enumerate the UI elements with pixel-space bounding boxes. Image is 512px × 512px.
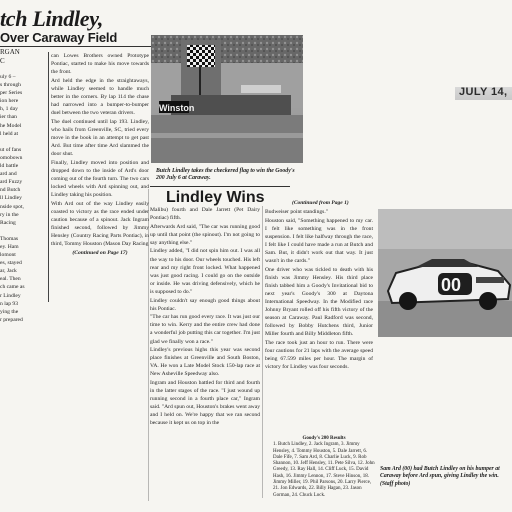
article-paragraph: Lindley's previous highs this year was second place finishes at Greenville and South Boston, VA. He won a Late Model Stock 150-lap race at New Asheville Speedway also. bbox=[150, 347, 260, 378]
article-paragraph: The race took just an hour to run. There were four cautions for 21 laps with the average speed being 67.599 miles per hour. The margin of victory for Lindley was four seconds. bbox=[265, 340, 373, 371]
lede-line: ll Lindley bbox=[0, 195, 22, 202]
photo-image bbox=[151, 35, 303, 163]
article-column-2 bbox=[150, 206, 260, 428]
photo-image bbox=[378, 209, 512, 337]
lede-line: omobown bbox=[0, 154, 23, 161]
lede-line bbox=[0, 227, 46, 235]
article-paragraph: Afterwards Ard said, "The car was running good up until that point (the spinout). I'm not going to say anything else." bbox=[150, 223, 260, 246]
section-rule bbox=[150, 186, 290, 187]
article-paragraph: Budweiser point standings." bbox=[265, 209, 329, 215]
car-number-text: 00 bbox=[441, 275, 462, 295]
winston-sign-text: Winston bbox=[159, 103, 195, 113]
lede-line: ch came as bbox=[0, 284, 25, 291]
lede-line: he Model bbox=[0, 122, 22, 129]
article-paragraph: Houston said, "Something happened to my car. I felt like something was in the front suspension. I felt like halfway through the race, I felt like I could have made a run at Butch and Sam. But, it didn't work out that way. It just wasn't in the cards." bbox=[265, 217, 373, 265]
lede-line: r prepared bbox=[0, 316, 23, 323]
lede-line: ar, Jack bbox=[0, 268, 17, 275]
lede-line: lomont bbox=[0, 252, 16, 259]
lede-line: ion here bbox=[0, 98, 19, 105]
lede-line bbox=[0, 138, 46, 146]
lede-line: ier than bbox=[0, 114, 17, 121]
photo-race-cars bbox=[378, 209, 512, 337]
lede-line: ry in the bbox=[0, 211, 19, 218]
continued-on-label: (Continued on Page 17) bbox=[72, 250, 128, 257]
section-title: Lindley Wins bbox=[166, 189, 265, 206]
lede-line: eal. Then bbox=[0, 276, 21, 283]
headline: tch Lindley, bbox=[0, 6, 104, 31]
race-results bbox=[273, 436, 375, 499]
photo-checkered-flag bbox=[151, 35, 303, 163]
article-column-1 bbox=[51, 52, 149, 258]
lede-line: ut of fans bbox=[0, 146, 22, 153]
lede-line: ey. Ham bbox=[0, 243, 19, 250]
lede-line: per Series bbox=[0, 90, 23, 97]
lede-line: Thomas bbox=[0, 235, 19, 242]
article-paragraph: The duel continued until lap 193. Lindley, who hails from Greenville, SC, tried every move in the book in an attempt to get past Ard. But time after time Ard slammed the door shut. bbox=[51, 118, 149, 158]
lede-line: s through bbox=[0, 82, 21, 89]
lede-line: h, 1 day bbox=[0, 106, 18, 113]
results-list: 1. Butch Lindley, 2. Jack Ingram, 3. Jimmy Hensley, 4. Tommy Houston, 5. Dale Jarrett, 6. Dale Fife, 7. Sam Ard, 8. Charlie Luck, 9. Rob Shannon, 10. Jeff Hensley, 11. Pete Silva, 12. John Greedy, 13. Ray Hall, 14. Cliff Luck, 15. David Hash, 16. Jimmy Lennon, 17. Steve Hinson, 18. Jimmy Miller, 19. Phil Parsons, 20. Larry Pierce, 21. Jon Edwards, 22. Billy Hagan, 23. Jason Gorman, 24. Chuck Lock. bbox=[273, 442, 375, 498]
byline bbox=[0, 48, 20, 66]
column-rule bbox=[148, 189, 149, 501]
lede-line: r Lindley bbox=[0, 292, 21, 299]
lede-line: l held at bbox=[0, 130, 19, 137]
lede-line: ard Fuzzy bbox=[0, 179, 23, 186]
article-column-3 bbox=[265, 208, 373, 372]
article-paragraph: Lindley couldn't say enough good things about his Pontiac. bbox=[150, 297, 260, 312]
results-title: Goody's 200 Results bbox=[302, 436, 346, 441]
column-rule bbox=[262, 206, 263, 498]
article-paragraph: "The car has run good every race. It was just our time to win. Kerry and the entire crew had done a wonderful job putting this car together. I'm just glad we finally won a race." bbox=[150, 314, 260, 345]
lede-line: ld battle bbox=[0, 163, 19, 170]
article-paragraph: Ingram and Houston battled for third and fourth in the latter stages of the race. "I just wound up running second in a fourth place car," Ingram said. "Ard spun out, Houston's brakes went away and I held on. We're happy that we ran second because it kept us on top in the bbox=[150, 379, 260, 427]
lede-line: nside spot, bbox=[0, 203, 24, 210]
column-rule bbox=[48, 52, 49, 302]
lede-line: Racing bbox=[0, 219, 16, 226]
byline-line: C bbox=[0, 57, 5, 65]
lede-line: nd Butch bbox=[0, 187, 21, 194]
article-paragraph: can Lowes Brothers owned Prototype Pontiac, started to make his move towards the front. bbox=[51, 53, 149, 76]
lede-line: n lap 93 bbox=[0, 300, 19, 307]
date-stamp bbox=[455, 86, 512, 100]
photo-caption: Butch Lindley takes the checkered flag to win the Goody's 200 July 6 at Caraway. bbox=[156, 168, 295, 182]
lede-line: uly 6 – bbox=[0, 74, 16, 80]
article-paragraph: Ard held the edge in the straightaways, while Lindley seemed to handle much better in the corners. By lap 114 the chase had narrowed into a bumper-to-bumper duel between the two veteran drivers. bbox=[51, 77, 149, 117]
continued-from-label: (Continued from Page 1) bbox=[292, 200, 349, 206]
byline-line: RGAN bbox=[0, 48, 20, 56]
article-paragraph: Lindley added, "I did not spin him out. I was all the way to his door. Our wheels touched. His left rear and my right front locked. What happened was just good racing. I could go on the outside or inside. He was driving defensively, which he is supposed to do." bbox=[150, 248, 260, 295]
article-paragraph: With Ard out of the way Lindley easily coasted to victory as the race ended under caution because of a spinout. Jack Ingram finished second, followed by Jimmy Hensley (Country Racing Parts Pontiac), in third, Tommy Houston (Mason Day Racing bbox=[51, 200, 149, 248]
article-paragraph: One driver who was tickled to death with his finish was Jimmy Hensley. His third place finish tabbed him a Goody's Invitational bid to next year's Goody's 300 at Daytona International Speedway. In the Modified race Johnny Bryant rolled off his fifth victory of the season at Caraway. Paul Radford was second, followed by Bobby Hutchens third, Junior Miller fourth and Billy Middleton fifth. bbox=[265, 266, 373, 338]
lede-column bbox=[0, 73, 46, 324]
lede-line: ying the bbox=[0, 308, 19, 315]
article-paragraph: Malibu) fourth and Dale Jarrett (Pet Dairy Pontiac) fifth. bbox=[150, 207, 260, 222]
article-paragraph: Finally, Lindley moved into position and dropped down to the inside of Ard's door coming out of the fourth turn. The two cars locked wheels with Ard spinning out, and Lindley taking his position. bbox=[51, 159, 149, 199]
lede-line: ard and bbox=[0, 171, 17, 178]
subheadline: Over Caraway Field bbox=[0, 30, 118, 45]
lede-line: es, stayed bbox=[0, 260, 22, 267]
date-text: JULY 14, bbox=[459, 86, 508, 98]
photo-caption: Sam Ard (00) had Butch Lindley on his bumper at Caraway before Ard spun, giving Lindley the win. (Staff photo) bbox=[380, 466, 500, 487]
